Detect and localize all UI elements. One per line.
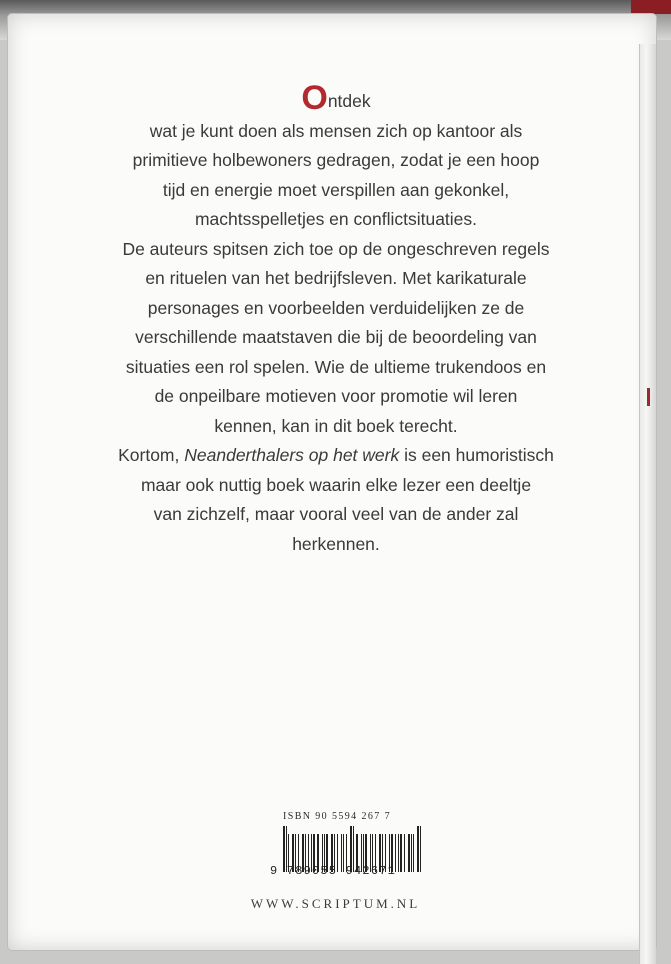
blurb-line: de onpeilbare motieven voor promotie wil leren xyxy=(154,386,518,406)
spine-strip xyxy=(631,0,671,14)
blurb-line: tijd en energie moet verspillen aan gekonkel, xyxy=(162,179,510,200)
kortom-prefix: Kortom, xyxy=(118,445,185,465)
blurb-line: primitieve holbewoners gedragen, zodat je een hoop xyxy=(132,150,540,170)
kortom-suffix: is een humoristisch xyxy=(399,445,554,465)
blurb-line: wat je kunt doen als mensen zich op kantoor als xyxy=(149,120,523,141)
barcode-number: 9 789055 942671 xyxy=(270,864,397,878)
blurb-line: verschillende maatstaven die bij de beoordeling van xyxy=(135,327,537,347)
blurb-line: personages en voorbeelden verduidelijken ze de xyxy=(147,297,525,318)
blurb-opening xyxy=(90,79,582,117)
blurb-line: De auteurs spitsen zich toe op de ongeschreven regels xyxy=(122,238,550,259)
blurb-line: herkennen. xyxy=(292,533,380,554)
page-edge xyxy=(639,44,656,964)
isbn-label: ISBN 90 5594 267 7 xyxy=(283,811,391,822)
blurb-line: situaties een rol spelen. Wie de ultieme trukendoos en xyxy=(125,356,547,377)
edge-mark xyxy=(647,388,650,406)
blurb-line: van zichzelf, maar vooral veel van de ander zal xyxy=(153,504,519,524)
kortom-line xyxy=(90,441,582,471)
blurb-line: maar ook nuttig boek waarin elke lezer een deeltje xyxy=(140,474,532,495)
blurb-line: machtsspelletjes en conflictsituaties. xyxy=(194,209,478,229)
book-title: Neanderthalers op het werk xyxy=(184,445,400,465)
publisher-website: WWW.SCRIPTUM.NL xyxy=(250,896,421,911)
drop-cap: O xyxy=(301,79,328,117)
blurb-line: kennen, kan in dit boek terecht. xyxy=(214,415,458,436)
opening-word: ntdek xyxy=(327,91,371,111)
blurb-text xyxy=(90,79,582,559)
blurb-line: en rituelen van het bedrijfsleven. Met karikaturale xyxy=(145,268,527,288)
